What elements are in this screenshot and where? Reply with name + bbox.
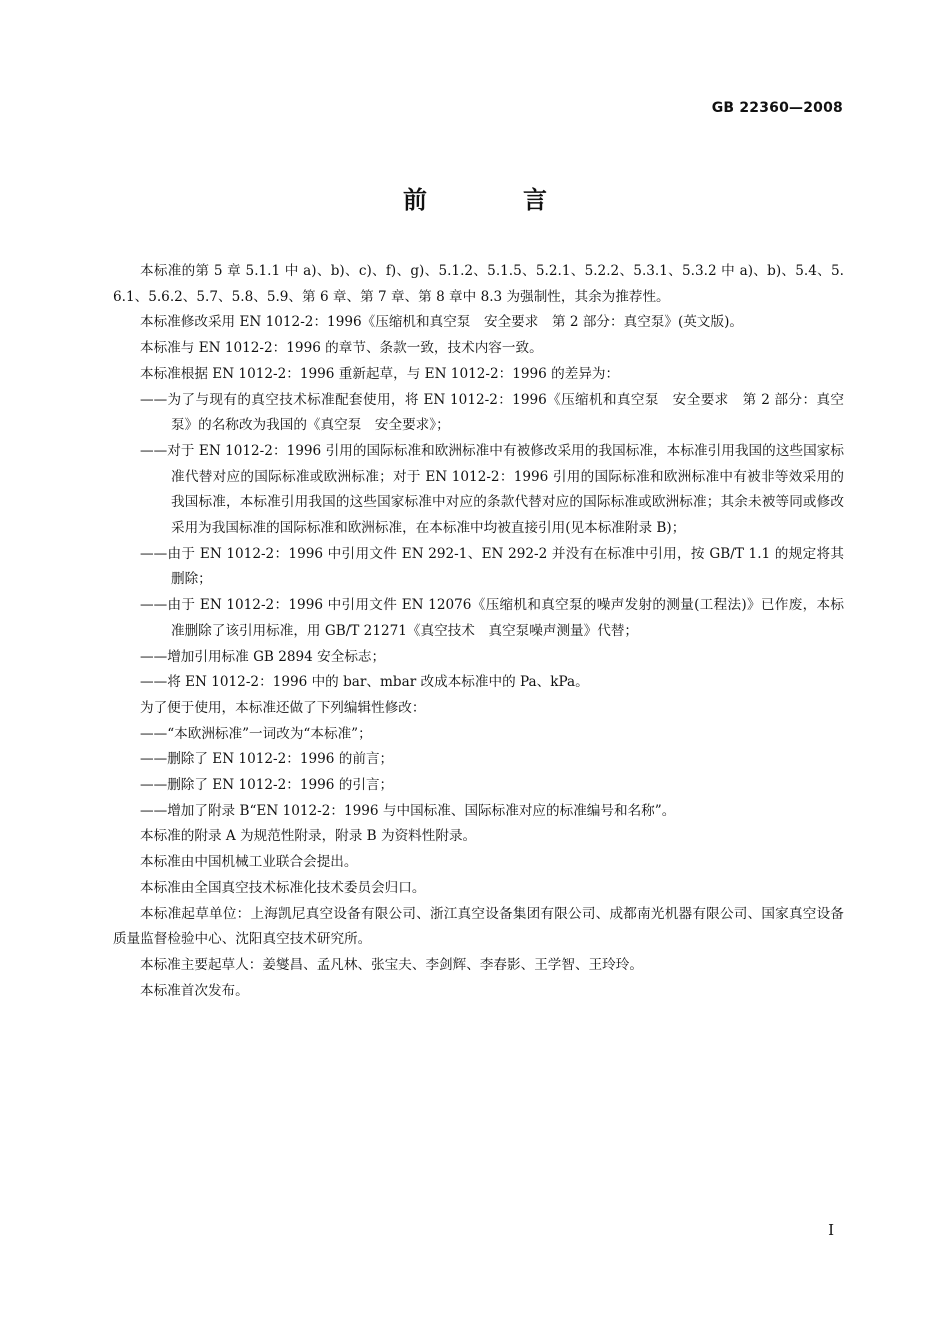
paragraph: 本标准修改采用 EN 1012-2：1996《压缩机和真空泵 安全要求 第 2 部分：真空泵》(英文版)。 (140, 314, 743, 331)
paragraph: 本标准由中国机械工业联合会提出。 (140, 854, 358, 871)
list-item: ——由于 EN 1012-2：1996 中引用文件 EN 12076《压缩机和真空泵的噪声发射的测量(工程法)》已作废，本标准删除了该引用标准，用 GB/T 21271《真空技术 真空泵噪声测量》代替； (140, 597, 844, 639)
list-item: ——删除了 EN 1012-2：1996 的前言； (140, 751, 394, 768)
foreword-body (113, 259, 844, 1004)
list-item: ——“本欧洲标准”一词改为“本标准”； (140, 725, 372, 742)
standard-number: GB 22360—2008 (711, 100, 843, 116)
paragraph: 本标准与 EN 1012-2：1996 的章节、条款一致，技术内容一致。 (140, 340, 543, 357)
list-item: ——增加引用标准 GB 2894 安全标志； (140, 648, 386, 665)
list-item: ——将 EN 1012-2：1996 中的 bar、mbar 改成本标准中的 Pa、kPa。 (140, 674, 589, 691)
list-item: ——对于 EN 1012-2：1996 引用的国际标准和欧洲标准中有被修改采用的我国标准，本标准引用我国的这些国家标准代替对应的国际标准或欧洲标准；对于 EN 1012-2：1996 引用的国际标准和欧洲标准中有被非等效采用的我国标准，本标准引用我国的这些国家标准中对应的条款代替对应的国际标准或欧洲标准；其余未被等同或修改采用为我国标准的国际标准和欧洲标准，在本标准中均被直接引用(见本标准附录 B)； (140, 442, 844, 537)
list-item: ——由于 EN 1012-2：1996 中引用文件 EN 292-1、EN 292-2 并没有在标准中引用，按 GB/T 1.1 的规定将其删除； (140, 545, 844, 588)
paragraph: 本标准主要起草人：姜燮昌、孟凡林、张宝夫、李剑辉、李春影、王学智、王玲玲。 (140, 956, 643, 973)
list-item: ——为了与现有的真空技术标准配套使用，将 EN 1012-2：1996《压缩机和真空泵 安全要求 第 2 部分：真空泵》的名称改为我国的《真空泵 安全要求》； (140, 391, 844, 434)
paragraph: 本标准由全国真空技术标准化技术委员会归口。 (140, 879, 426, 896)
paragraph: 本标准根据 EN 1012-2：1996 重新起草，与 EN 1012-2：1996 的差异为： (140, 365, 620, 382)
paragraph: 本标准起草单位：上海凯尼真空设备有限公司、浙江真空设备集团有限公司、成都南光机器有限公司、国家真空设备质量监督检验中心、沈阳真空技术研究所。 (113, 905, 844, 948)
page-title: 前 言 (403, 186, 583, 214)
paragraph: 为了便于使用，本标准还做了下列编辑性修改： (140, 699, 426, 716)
list-item: ——增加了附录 B“EN 1012-2：1996 与中国标准、国际标准对应的标准编号和名称”。 (140, 802, 676, 819)
paragraph: 本标准的第 5 章 5.1.1 中 a)、b)、c)、f)、g)、5.1.2、5.1.5、5.2.1、5.2.2、5.3.1、5.3.2 中 a)、b)、5.4、5.6.1、5.6.2、5.7、5.8、5.9、第 6 章、第 7 章、第 8 章中 8.3 为强制性，其余为推荐性。 (113, 263, 844, 305)
paragraph: 本标准的附录 A 为规范性附录，附录 B 为资料性附录。 (140, 828, 477, 845)
page-number: I (828, 1221, 834, 1239)
list-item: ——删除了 EN 1012-2：1996 的引言； (140, 777, 394, 794)
paragraph: 本标准首次发布。 (140, 982, 249, 999)
